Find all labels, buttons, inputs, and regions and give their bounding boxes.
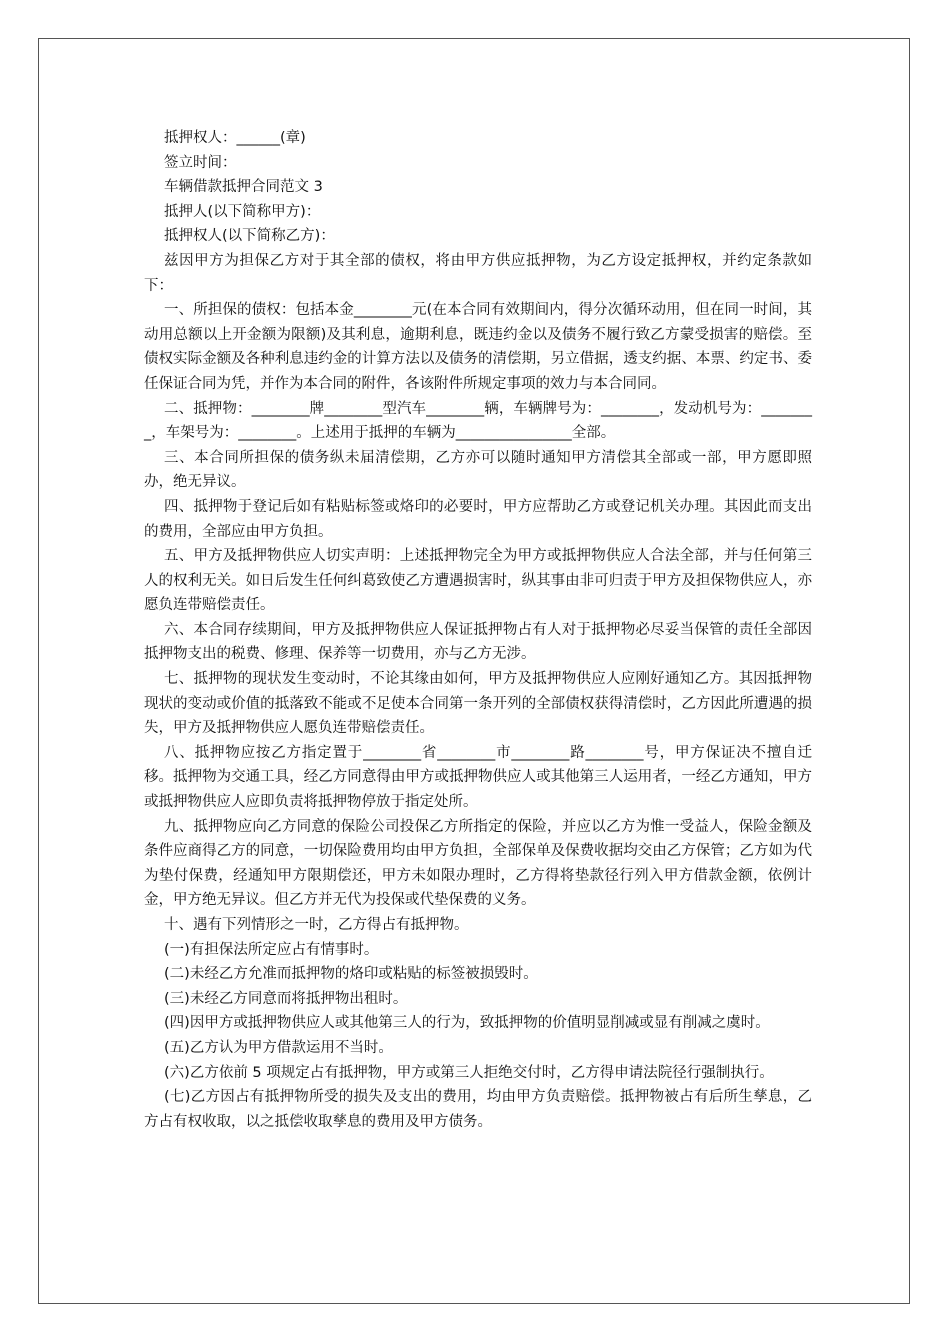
- clause-9: 九、抵押物应向乙方同意的保险公司投保乙方所指定的保险，并应以乙方为惟一受益人，保险金额及条件应商得乙方的同意，一切保险费用均由甲方负担，全部保单及保费收据均交由乙方保管；乙方如为代为垫付保费，经通知甲方限期偿还，甲方未如限办理时，乙方得将垫款径行列入甲方借款金额，依例计金，甲方绝无异议。但乙方并无代为投保或代垫保费的义务。: [144, 818, 812, 909]
- sub-item-2: (二)未经乙方允准而抵押物的烙印或粘贴的标签被损毁时。: [164, 966, 538, 983]
- document-body: [144, 126, 812, 1134]
- clause-4: 四、抵押物于登记后如有粘贴标签或烙印的必要时，甲方应帮助乙方或登记机关办理。其因此而支出的费用，全部应由甲方负担。: [144, 498, 812, 540]
- clause-1: 一、所担保的债权：包括本金________元(在本合同有效期间内，得分次循环动用，但在同一时间，其动用总额以上开金额为限额)及其利息，逾期利息，既违约金以及债务不履行致乙方蒙受损害的赔偿。至债权实际金额及各种利息违约金的计算方法以及债务的清偿期，另立借据，透支约据、本票、约定书、委任保证合同为凭，并作为本合同的附件，各该附件所规定事项的效力与本合同同。: [144, 302, 812, 392]
- sub-item-7: (七)乙方因占有抵押物所受的损失及支出的费用，均由甲方负责赔偿。抵押物被占有后所生孳息，乙方占有权收取，以之抵偿收取孳息的费用及甲方债务。: [144, 1089, 812, 1130]
- mortgagor-line: 抵押人(以下简称甲方)：: [164, 203, 321, 220]
- signing-date-line: 签立时间：: [164, 154, 237, 171]
- mortgagee-line: 抵押权人(以下简称乙方)：: [164, 228, 335, 245]
- sub-item-1: (一)有担保法所定应占有情事时。: [164, 941, 379, 958]
- clause-10: 十、遇有下列情形之一时，乙方得占有抵押物。: [164, 917, 469, 933]
- clause-6: 六、本合同存续期间，甲方及抵押物供应人保证抵押物占有人对于抵押物必尽妥当保管的责任全部因抵押物支出的税费、修理、保养等一切费用，亦与乙方无涉。: [144, 621, 812, 663]
- clause-8: 八、抵押物应按乙方指定置于________省________市________路________号，甲方保证决不擅自迁移。抵押物为交通工具，经乙方同意得由甲方或抵押物供应人或其他第三人运用者，一经乙方通知，甲方或抵押物供应人应即负责将抵押物停放于指定处所。: [144, 744, 812, 811]
- clause-3: 三、本合同所担保的债务纵未届清偿期，乙方亦可以随时通知甲方清偿其全部或一部，甲方愿即照办，绝无异议。: [144, 449, 812, 491]
- sub-item-4: (四)因甲方或抵押物供应人或其他第三人的行为，致抵押物的价值明显削减或显有削减之虞时。: [164, 1015, 770, 1032]
- sub-item-5: (五)乙方认为甲方借款运用不当时。: [164, 1039, 393, 1056]
- mortgagee-signature-line: 抵押权人：______(章): [164, 130, 306, 146]
- document-title: 车辆借款抵押合同范文 3: [164, 179, 323, 196]
- sub-item-6: (六)乙方依前 5 项规定占有抵押物，甲方或第三人拒绝交付时，乙方得申请法院径行强制执行。: [164, 1064, 774, 1081]
- sub-item-3: (三)未经乙方同意而将抵押物出租时。: [164, 990, 408, 1007]
- clause-2: 二、抵押物：________牌________型汽车________辆，车辆牌号为：________，发动机号为：________，车架号为：________。上述用于抵押的车辆为________________全部。: [144, 400, 812, 442]
- preamble-paragraph: 兹因甲方为担保乙方对于其全部的债权，将由甲方供应抵押物，为乙方设定抵押权，并约定条款如下：: [144, 252, 812, 294]
- clause-5: 五、甲方及抵押物供应人切实声明：上述抵押物完全为甲方或抵押物供应人合法全部，并与任何第三人的权利无关。如日后发生任何纠葛致使乙方遭遇损害时，纵其事由非可归责于甲方及担保物供应人，亦愿负连带赔偿责任。: [144, 548, 812, 614]
- clause-7: 七、抵押物的现状发生变动时，不论其缘由如何，甲方及抵押物供应人应刚好通知乙方。其因抵押物现状的变动或价值的抵落致不能或不足使本合同第一条开列的全部债权获得清偿时，乙方因此所遭遇的损失，甲方及抵押物供应人愿负连带赔偿责任。: [144, 671, 812, 737]
